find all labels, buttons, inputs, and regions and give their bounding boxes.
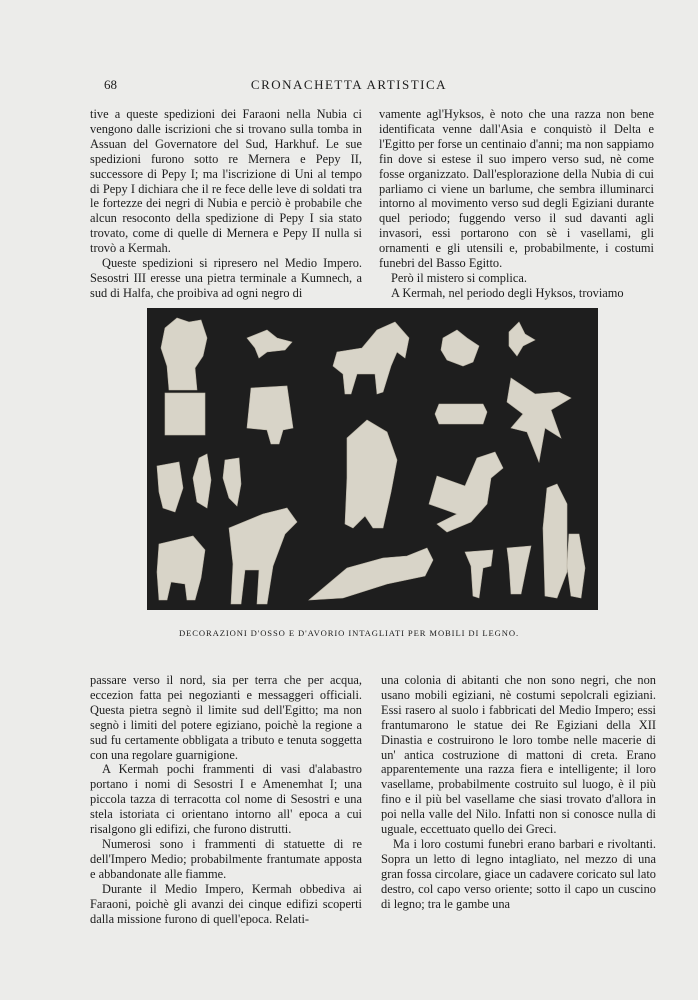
paragraph: una colonia di abitanti che non sono negri, che non usano mobili egiziani, nè costumi sepolcrali egiziani. Essi rasero al suolo i fabbricati del Medio Impero; essi frantumarono le statue dei Re Egiziani della XII Dinastia e costruirono le loro tombe nelle macerie di un' antica costruzione di mattoni di creta. Erano apparentemente una razza fiera e intelligente; il loro vasellame, probabilmente costruito sul luogo, è il più fino e il più bel vasellame che siasi trovato d'allora in poi nella valle del Nilo. Infatti non si conosce nulla di uguale, eccettuato quello dei Greci. [381, 673, 656, 837]
paragraph: Durante il Medio Impero, Kermah obbediva ai Faraoni, poichè gli avanzi dei cinque edifizi scoperti dalla missione furono di quell'epoca. Relati- [90, 881, 362, 926]
paragraph: Ma i loro costumi funebri erano barbari e rivoltanti. Sopra un letto di legno intagliato, nel mezzo di una gran fossa circolare, giace un cadavere coricato sul lato destro, col capo verso oriente; sotto il capo un cuscino di legno; tra le gambe una [381, 836, 656, 911]
column-top-right [379, 107, 654, 301]
paragraph: Numerosi sono i frammenti di statuette di re dell'Impero Medio; probabilmente frantumate apposta e abbandonate alle fiamme. [90, 836, 362, 881]
running-head: CRONACHETTA ARTISTICA [250, 77, 448, 92]
paragraph: vamente agl'Hyksos, è noto che una razza non bene identificata venne dall'Asia e conquistò il Delta e l'Egitto per forse un centinaio d'anni; ma non sappiamo fin dove si estese il suo impero verso sud, nè come fosse organizzato. Dall'esplorazione della Nubia di cui parliamo ci viene un barlume, che sembra illuminarci intorno al movimento verso sud degli Egiziani durante quel periodo; fuggendo verso il sud davanti agli invasori, essi portarono con sè i vasellami, gli ornamenti e gli utensili e, probabilmente, i costumi funebri del Basso Egitto. [379, 107, 654, 271]
figure-photo-ivory-carvings [147, 308, 598, 610]
paragraph: tive a queste spedizioni dei Faraoni nella Nubia ci vengono dalle iscrizioni che si trovano sulla tomba in Assuan del Governatore del Sud, Harkhuf. Le sue spedizioni furono sotto re Mernera e Pepy II, successore di Pepy I; ma l'iscrizione di Uni al tempo di Pepy I dichiara che il re fece delle leve di soldati tra le fortezze dei negri di Nubia e perciò è probabile che alcun resoconto della spedizione di Pepy I sia stato trovato, come di quelle di Mernera e Pepy II nulla si trovò a Kermah. [90, 107, 362, 256]
page-number: 68 [104, 77, 117, 92]
figure-caption: DECORAZIONI D'OSSO E D'AVORIO INTAGLIATI PER MOBILI DI LEGNO. [178, 628, 519, 638]
carving-standing-figure [543, 484, 567, 598]
column-bottom-left [90, 673, 362, 926]
paragraph: passare verso il nord, sia per terra che per acqua, eccezion fatta pei negozianti e messaggeri officiali. Questa pietra segnò il limite sud dell'Egitto; ma non segnò i limiti del potere egiziano, poichè la regione a sud fu certamente obbligata a tributo e tenuta soggetta con una regolare guarnigione. [90, 673, 362, 762]
paragraph: A Kermah, nel periodo degli Hyksos, troviamo [391, 285, 624, 300]
column-top-left [90, 107, 362, 301]
paragraph: A Kermah pochi frammenti di vasi d'alabastro portano i nomi di Sesostri I e Amenemhat I; una piccola tazza di terracotta col nome di Sesostri e una stela istoriata ci orientano intorno all' epoca a cui risalgono gli edifizi, che furono distrutti. [90, 762, 362, 837]
carving-hieroglyph [435, 404, 487, 424]
paragraph: Queste spedizioni si ripresero nel Medio Impero. Sesostri III eresse una pietra terminale a Kumnech, a sud di Halfa, che proibiva ad ogni negro di [90, 256, 362, 300]
column-bottom-right [381, 673, 656, 912]
paragraph: Però il mistero si complica. [391, 270, 527, 285]
